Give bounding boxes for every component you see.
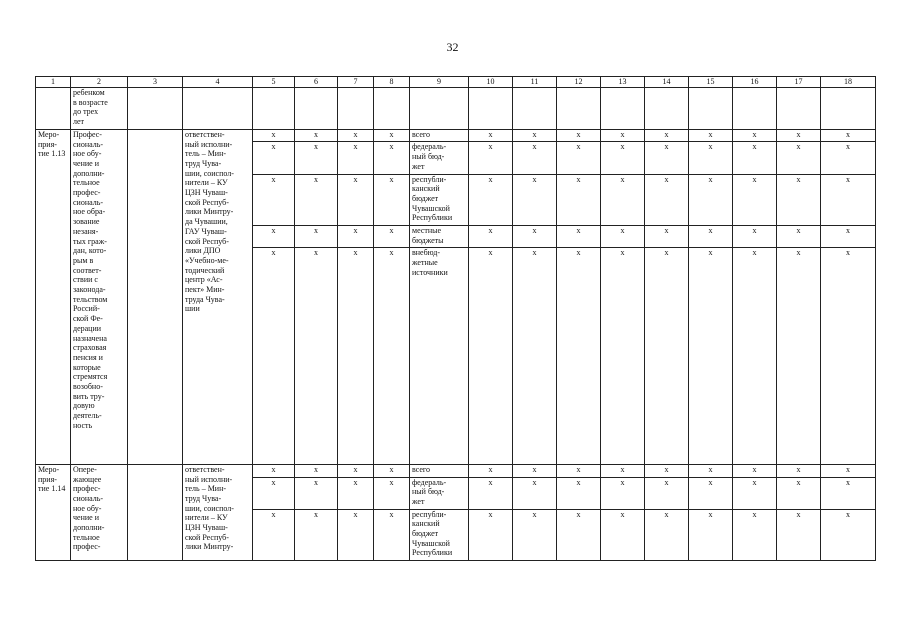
- mark-cell: [821, 477, 876, 509]
- event-2-source-row: [36, 464, 876, 477]
- mark-cell-text: х: [353, 509, 358, 519]
- mark-cell: [295, 464, 338, 477]
- mark-cell-text: х: [664, 477, 669, 487]
- mark-cell-text: х: [314, 464, 318, 474]
- mark-cell: [821, 464, 876, 477]
- mark-cell-text: х: [271, 129, 276, 139]
- mark-cell: [601, 509, 645, 561]
- funding-source-cell: [410, 509, 469, 561]
- event-executor-cell-text: ответствен- ный исполни- тель – Мин- труд Чува- шии, соиспол- нители – КУ ЦЗН Чуваш- ской Респуб- лики Минтру-: [185, 464, 234, 552]
- mark-cell: [253, 509, 295, 561]
- funding-source-cell: [410, 248, 469, 464]
- mark-cell-text: х: [664, 464, 669, 474]
- mark-cell-text: х: [532, 129, 537, 139]
- column-header-11: 11: [513, 77, 557, 88]
- mark-cell: [295, 226, 338, 248]
- mark-cell: [733, 226, 777, 248]
- mark-cell-text: х: [389, 174, 394, 184]
- mark-cell: [253, 129, 295, 142]
- mark-cell-text: х: [576, 464, 581, 474]
- mark-cell: [295, 142, 338, 174]
- mark-cell-text: х: [708, 226, 713, 236]
- column-header-7: 7: [338, 77, 374, 88]
- page-number: 32: [446, 40, 459, 54]
- mark-cell-text: х: [314, 477, 318, 487]
- mark-cell: [821, 142, 876, 174]
- mark-cell-text: х: [752, 509, 757, 519]
- mark-cell: [777, 509, 821, 561]
- mark-cell-text: х: [532, 142, 537, 152]
- mark-cell: [689, 509, 733, 561]
- event-name-cell-text: Опере- жающее профес- сиональ- ное обу- чение и дополни- тельное профес-: [73, 464, 105, 552]
- funding-source-cell-text: республи- канский бюджет Чувашской Республики: [412, 174, 453, 223]
- mark-cell: [253, 477, 295, 509]
- mark-cell-text: х: [664, 174, 669, 184]
- mark-cell-text: х: [664, 509, 669, 519]
- carryover-cell-10: [469, 88, 513, 130]
- mark-cell-text: х: [271, 226, 276, 236]
- mark-cell-text: х: [271, 248, 276, 258]
- column-header-6: 6: [295, 77, 338, 88]
- event-name-cell: [71, 464, 128, 560]
- mark-cell-text: х: [796, 226, 801, 236]
- mark-cell-text: х: [708, 129, 713, 139]
- mark-cell-text: х: [271, 477, 276, 487]
- mark-cell: [253, 174, 295, 226]
- mark-cell-text: х: [620, 509, 625, 519]
- mark-cell: [557, 248, 601, 464]
- mark-cell-text: х: [620, 174, 625, 184]
- mark-cell: [338, 464, 374, 477]
- mark-cell-text: х: [271, 174, 276, 184]
- mark-cell: [557, 509, 601, 561]
- mark-cell: [469, 509, 513, 561]
- event-name-cell: [71, 129, 128, 464]
- mark-cell-text: х: [389, 477, 394, 487]
- mark-cell: [338, 174, 374, 226]
- column-header-8: 8: [374, 77, 410, 88]
- mark-cell: [374, 477, 410, 509]
- event-1-source-row: [36, 129, 876, 142]
- mark-cell: [689, 174, 733, 226]
- mark-cell: [253, 142, 295, 174]
- mark-cell: [601, 129, 645, 142]
- column-header-12: 12: [557, 77, 601, 88]
- mark-cell: [821, 509, 876, 561]
- mark-cell-text: х: [314, 129, 318, 139]
- mark-cell-text: х: [389, 129, 394, 139]
- mark-cell: [645, 129, 689, 142]
- mark-cell-text: х: [532, 509, 537, 519]
- event-executor-cell: [183, 129, 253, 464]
- column-header-4: 4: [183, 77, 253, 88]
- mark-cell-text: х: [488, 226, 493, 236]
- column-header-17: 17: [777, 77, 821, 88]
- mark-cell: [777, 464, 821, 477]
- mark-cell: [601, 142, 645, 174]
- mark-cell: [374, 129, 410, 142]
- mark-cell: [513, 477, 557, 509]
- mark-cell-text: х: [846, 174, 850, 184]
- carryover-cell-7: [338, 88, 374, 130]
- mark-cell-text: х: [620, 226, 625, 236]
- mark-cell-text: х: [576, 142, 581, 152]
- mark-cell: [374, 142, 410, 174]
- carryover-cell-14: [645, 88, 689, 130]
- column-header-row: [36, 77, 876, 88]
- mark-cell: [513, 142, 557, 174]
- mark-cell-text: х: [846, 509, 850, 519]
- funding-source-cell-text: всего: [412, 464, 431, 474]
- event-col3-cell: [128, 464, 183, 560]
- mark-cell-text: х: [620, 142, 625, 152]
- carryover-cell-3: [128, 88, 183, 130]
- mark-cell-text: х: [353, 142, 358, 152]
- mark-cell: [645, 509, 689, 561]
- mark-cell-text: х: [664, 226, 669, 236]
- mark-cell-text: х: [576, 129, 581, 139]
- mark-cell-text: х: [353, 226, 358, 236]
- carryover-cell-8: [374, 88, 410, 130]
- funding-source-cell-text: федераль- ный бюд- жет: [412, 477, 447, 506]
- mark-cell-text: х: [752, 129, 757, 139]
- event-number-cell-text: Меро- прия- тие 1.13: [38, 129, 66, 159]
- mark-cell: [557, 129, 601, 142]
- mark-cell: [295, 477, 338, 509]
- mark-cell: [601, 464, 645, 477]
- mark-cell: [821, 248, 876, 464]
- mark-cell-text: х: [620, 248, 625, 258]
- mark-cell-text: х: [796, 477, 801, 487]
- mark-cell: [645, 174, 689, 226]
- mark-cell: [777, 248, 821, 464]
- mark-cell: [295, 174, 338, 226]
- mark-cell: [295, 248, 338, 464]
- mark-cell-text: х: [796, 509, 801, 519]
- mark-cell-text: х: [488, 129, 493, 139]
- event-number-cell-text: Меро- прия- тие 1.14: [38, 464, 66, 494]
- mark-cell-text: х: [271, 509, 276, 519]
- mark-cell-text: х: [752, 142, 757, 152]
- mark-cell: [374, 226, 410, 248]
- carryover-name-cell: [71, 88, 128, 130]
- mark-cell-text: х: [708, 248, 713, 258]
- mark-cell: [338, 142, 374, 174]
- mark-cell: [513, 509, 557, 561]
- mark-cell-text: х: [488, 142, 493, 152]
- mark-cell: [645, 226, 689, 248]
- mark-cell: [821, 226, 876, 248]
- funding-source-cell: [410, 226, 469, 248]
- carryover-cell-5: [253, 88, 295, 130]
- mark-cell-text: х: [796, 174, 801, 184]
- carryover-cell-12: [557, 88, 601, 130]
- mark-cell: [777, 226, 821, 248]
- funding-source-cell: [410, 477, 469, 509]
- carryover-cell-9: [410, 88, 469, 130]
- mark-cell-text: х: [664, 142, 669, 152]
- mark-cell: [374, 509, 410, 561]
- mark-cell-text: х: [752, 174, 757, 184]
- mark-cell: [733, 129, 777, 142]
- mark-cell-text: х: [846, 248, 850, 258]
- mark-cell: [469, 142, 513, 174]
- mark-cell: [733, 174, 777, 226]
- mark-cell: [733, 464, 777, 477]
- mark-cell: [374, 174, 410, 226]
- carryover-cell-11: [513, 88, 557, 130]
- mark-cell-text: х: [389, 509, 394, 519]
- mark-cell: [513, 226, 557, 248]
- mark-cell-text: х: [846, 142, 850, 152]
- mark-cell: [601, 174, 645, 226]
- mark-cell: [513, 129, 557, 142]
- mark-cell: [557, 464, 601, 477]
- mark-cell-text: х: [620, 129, 625, 139]
- mark-cell-text: х: [620, 464, 625, 474]
- event-number-cell: [36, 464, 71, 560]
- mark-cell-text: х: [620, 477, 625, 487]
- mark-cell: [557, 142, 601, 174]
- mark-cell: [513, 174, 557, 226]
- mark-cell: [253, 248, 295, 464]
- mark-cell: [821, 174, 876, 226]
- column-header-15: 15: [689, 77, 733, 88]
- mark-cell-text: х: [314, 142, 318, 152]
- mark-cell: [469, 174, 513, 226]
- funding-source-cell: [410, 129, 469, 142]
- mark-cell: [777, 129, 821, 142]
- mark-cell-text: х: [353, 174, 358, 184]
- mark-cell: [601, 477, 645, 509]
- mark-cell-text: х: [846, 477, 850, 487]
- mark-cell: [733, 509, 777, 561]
- funding-source-cell-text: внебюд- жетные источники: [412, 248, 448, 277]
- mark-cell: [338, 477, 374, 509]
- column-header-3: 3: [128, 77, 183, 88]
- mark-cell-text: х: [314, 226, 318, 236]
- mark-cell: [733, 477, 777, 509]
- mark-cell: [338, 226, 374, 248]
- funding-source-cell: [410, 464, 469, 477]
- mark-cell-text: х: [576, 477, 581, 487]
- funding-source-cell-text: федераль- ный бюд- жет: [412, 142, 447, 171]
- mark-cell-text: х: [353, 464, 358, 474]
- mark-cell: [645, 464, 689, 477]
- mark-cell: [295, 509, 338, 561]
- mark-cell: [733, 248, 777, 464]
- mark-cell: [513, 248, 557, 464]
- mark-cell-text: х: [752, 226, 757, 236]
- mark-cell-text: х: [752, 248, 757, 258]
- mark-cell-text: х: [532, 174, 537, 184]
- mark-cell: [374, 464, 410, 477]
- mark-cell: [557, 226, 601, 248]
- event-executor-cell: [183, 464, 253, 560]
- mark-cell-text: х: [708, 142, 713, 152]
- column-header-10: 10: [469, 77, 513, 88]
- mark-cell: [645, 142, 689, 174]
- mark-cell: [557, 477, 601, 509]
- mark-cell: [469, 129, 513, 142]
- mark-cell-text: х: [488, 248, 493, 258]
- plan-table: [35, 76, 876, 561]
- mark-cell-text: х: [708, 509, 713, 519]
- mark-cell-text: х: [708, 174, 713, 184]
- column-header-16: 16: [733, 77, 777, 88]
- mark-cell-text: х: [488, 477, 493, 487]
- column-header-5: 5: [253, 77, 295, 88]
- mark-cell-text: х: [314, 174, 318, 184]
- carryover-row: [36, 88, 876, 130]
- event-name-cell-text: Профес- сиональ- ное обу- чение и дополни- тельное профес- сиональ- ное обра- зование незаня- тых граж- дан, кото- рым в соответ- ствии с законода- тельством Россий- ской Фе- дерации назначена страховая пенсия и которые стремятся возобно- вить тру- довую деятель- ность: [73, 129, 108, 430]
- column-header-2: 2: [71, 77, 128, 88]
- mark-cell: [513, 464, 557, 477]
- mark-cell-text: х: [752, 464, 757, 474]
- mark-cell: [689, 226, 733, 248]
- mark-cell-text: х: [796, 248, 801, 258]
- mark-cell-text: х: [796, 142, 801, 152]
- column-header-13: 13: [601, 77, 645, 88]
- mark-cell: [689, 129, 733, 142]
- mark-cell: [469, 477, 513, 509]
- mark-cell-text: х: [576, 509, 581, 519]
- funding-source-cell: [410, 174, 469, 226]
- mark-cell: [777, 174, 821, 226]
- column-header-14: 14: [645, 77, 689, 88]
- event-executor-cell-text: ответствен- ный исполни- тель – Мин- труд Чува- шии, соиспол- нители – КУ ЦЗН Чуваш- ской Респуб- лики Минтру- да Чувашии, ГАУ Чуваш- ской Респуб- лики ДПО «Учебно-ме- тодический центр «Ас- пект» Мин- труда Чува- шии: [185, 129, 234, 314]
- mark-cell-text: х: [752, 477, 757, 487]
- mark-cell-text: х: [846, 464, 850, 474]
- carryover-cell-1: [36, 88, 71, 130]
- carryover-cell-17: [777, 88, 821, 130]
- mark-cell: [689, 142, 733, 174]
- mark-cell: [689, 477, 733, 509]
- mark-cell: [253, 464, 295, 477]
- mark-cell-text: х: [576, 226, 581, 236]
- mark-cell: [338, 509, 374, 561]
- mark-cell-text: х: [271, 464, 276, 474]
- mark-cell-text: х: [796, 464, 801, 474]
- mark-cell: [689, 464, 733, 477]
- mark-cell-text: х: [488, 174, 493, 184]
- mark-cell-text: х: [389, 142, 394, 152]
- mark-cell-text: х: [846, 226, 850, 236]
- mark-cell: [469, 248, 513, 464]
- funding-source-cell-text: местные бюджеты: [412, 226, 444, 245]
- mark-cell: [601, 248, 645, 464]
- carryover-cell-15: [689, 88, 733, 130]
- mark-cell: [777, 477, 821, 509]
- event-col3-cell: [128, 129, 183, 464]
- funding-source-cell: [410, 142, 469, 174]
- mark-cell-text: х: [488, 464, 493, 474]
- mark-cell: [777, 142, 821, 174]
- mark-cell: [295, 129, 338, 142]
- mark-cell: [557, 174, 601, 226]
- mark-cell-text: х: [576, 174, 581, 184]
- carryover-cell-16: [733, 88, 777, 130]
- mark-cell-text: х: [314, 509, 318, 519]
- mark-cell-text: х: [846, 129, 850, 139]
- mark-cell-text: х: [708, 464, 713, 474]
- carryover-cell-13: [601, 88, 645, 130]
- mark-cell-text: х: [488, 509, 493, 519]
- funding-source-cell-text: республи- канский бюджет Чувашской Республики: [412, 509, 453, 558]
- column-header-18: 18: [821, 77, 876, 88]
- mark-cell: [338, 248, 374, 464]
- mark-cell-text: х: [664, 129, 669, 139]
- mark-cell: [645, 477, 689, 509]
- event-number-cell: [36, 129, 71, 464]
- carryover-cell-4: [183, 88, 253, 130]
- mark-cell-text: х: [389, 464, 394, 474]
- column-header-9: 9: [410, 77, 469, 88]
- mark-cell: [469, 226, 513, 248]
- mark-cell: [374, 248, 410, 464]
- funding-source-cell-text: всего: [412, 129, 431, 139]
- carryover-cell-18: [821, 88, 876, 130]
- mark-cell-text: х: [314, 248, 318, 258]
- mark-cell-text: х: [664, 248, 669, 258]
- mark-cell: [733, 142, 777, 174]
- mark-cell-text: х: [271, 142, 276, 152]
- mark-cell: [338, 129, 374, 142]
- mark-cell-text: х: [532, 226, 537, 236]
- mark-cell: [689, 248, 733, 464]
- mark-cell-text: х: [389, 226, 394, 236]
- mark-cell-text: х: [353, 248, 358, 258]
- carryover-cell-6: [295, 88, 338, 130]
- carryover-name-cell-text: ребенком в возрасте до трех лет: [73, 88, 108, 127]
- mark-cell-text: х: [532, 464, 537, 474]
- mark-cell-text: х: [576, 248, 581, 258]
- mark-cell: [821, 129, 876, 142]
- mark-cell: [601, 226, 645, 248]
- mark-cell-text: х: [389, 248, 394, 258]
- column-header-1: 1: [36, 77, 71, 88]
- mark-cell-text: х: [353, 477, 358, 487]
- mark-cell: [469, 464, 513, 477]
- mark-cell-text: х: [708, 477, 713, 487]
- mark-cell-text: х: [532, 248, 537, 258]
- mark-cell-text: х: [532, 477, 537, 487]
- mark-cell: [645, 248, 689, 464]
- mark-cell: [253, 226, 295, 248]
- mark-cell-text: х: [353, 129, 358, 139]
- mark-cell-text: х: [796, 129, 801, 139]
